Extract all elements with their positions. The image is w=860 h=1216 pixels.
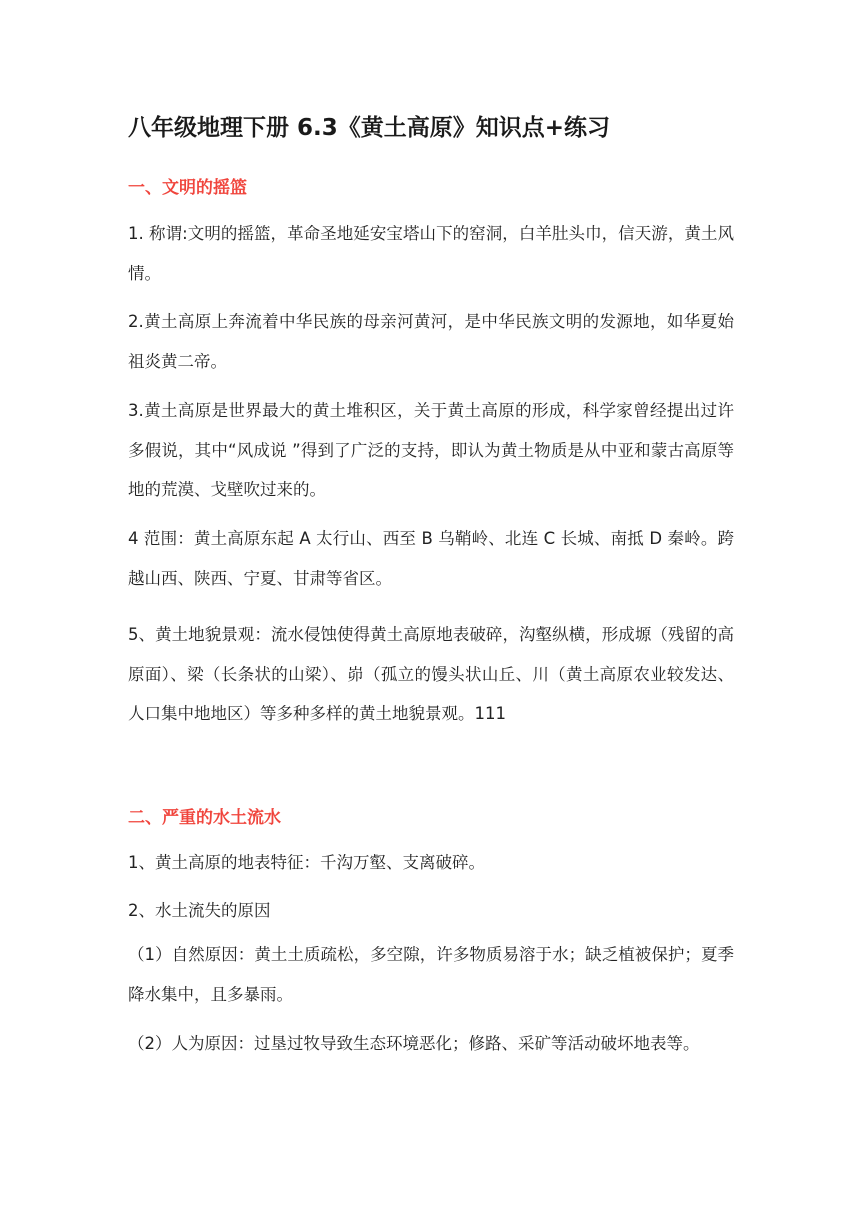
section-heading-2: 二、严重的水土流水 bbox=[128, 808, 281, 828]
document-title: 八年级地理下册 6.3《黄土高原》知识点+练习 bbox=[128, 115, 611, 141]
paragraph-1-5: 5、黄土地貌景观：流水侵蚀使得黄土高原地表破碎，沟壑纵横，形成塬（残留的高原面）、梁（长条状的山梁）、峁（孤立的馒头状山丘、川（黄土高原农业较发达、人口集中地地区）等多种多样的黄土地貌景观。111 bbox=[128, 625, 734, 723]
paragraph-2-4: （2）人为原因：过垦过牧导致生态环境恶化；修路、采矿等活动破坏地表等。 bbox=[128, 1034, 700, 1053]
paragraph-1-1: 1. 称谓:文明的摇篮，革命圣地延安宝塔山下的窑洞，白羊肚头巾，信天游，黄土风情。 bbox=[128, 224, 734, 283]
paragraph-1-2: 2.黄土高原上奔流着中华民族的母亲河黄河，是中华民族文明的发源地，如华夏始祖炎黄二帝。 bbox=[128, 312, 734, 371]
section-heading-1: 一、文明的摇篮 bbox=[128, 178, 247, 198]
paragraph-2-1: 1、黄土高原的地表特征：千沟万壑、支离破碎。 bbox=[128, 853, 485, 872]
paragraph-1-3: 3.黄土高原是世界最大的黄土堆积区，关于黄土高原的形成，科学家曾经提出过许多假说，其中“风成说 ”得到了广泛的支持，即认为黄土物质是从中亚和蒙古高原等地的荒漠、戈壁吹过来的。 bbox=[128, 401, 734, 499]
paragraph-2-2: 2、水土流失的原因 bbox=[128, 901, 271, 920]
paragraph-1-4: 4 范围：黄土高原东起 A 太行山、西至 B 乌鞘岭、北连 C 长城、南抵 D 秦岭。跨越山西、陕西、宁夏、甘肃等省区。 bbox=[128, 529, 734, 588]
paragraph-2-3: （1）自然原因：黄土土质疏松，多空隙，许多物质易溶于水；缺乏植被保护；夏季降水集中，且多暴雨。 bbox=[128, 945, 734, 1004]
